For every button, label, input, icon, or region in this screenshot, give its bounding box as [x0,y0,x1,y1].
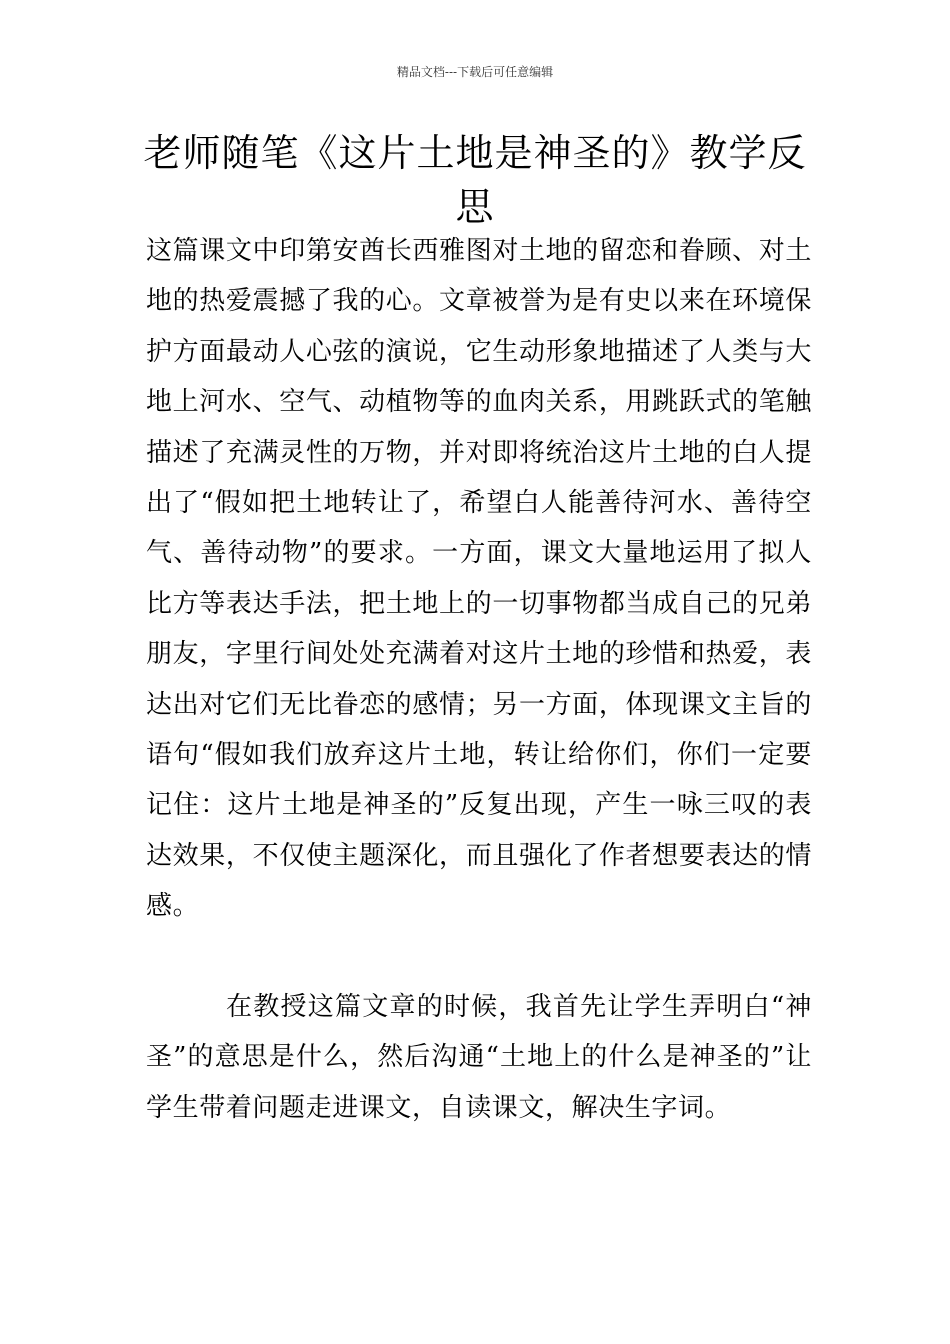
paragraph-spacer [146,932,812,982]
document-body [146,226,812,1133]
paragraph-1: 这篇课文中印第安酋长西雅图对土地的留恋和眷顾、对土地的热爱震撼了我的心。文章被誉为是有史以来在环境保护方面最动人心弦的演说，它生动形象地描述了人类与大地上河水、空气、动植物等的血肉关系，用跳跃式的笔触描述了充满灵性的万物，并对即将统治这片土地的白人提出了“假如把土地转让了，希望白人能善待河水、善待空气、善待动物”的要求。一方面，课文大量地运用了拟人比方等表达手法，把土地上的一切事物都当成自己的兄弟朋友，字里行间处处充满着对这片土地的珍惜和热爱，表达出对它们无比眷恋的感情；另一方面，体现课文主旨的语句“假如我们放弃这片土地，转让给你们，你们一定要记住：这片土地是神圣的”反复出现，产生一咏三叹的表达效果，不仅使主题深化，而且强化了作者想要表达的情感。 [146,236,812,922]
paragraph-2: 在教授这篇文章的时候，我首先让学生弄明白“神圣”的意思是什么，然后沟通“土地上的什么是神圣的”让学生带着问题走进课文，自读课文，解决生字词。 [146,991,812,1123]
document-title: 老师随笔《这片土地是神圣的》教学反思 [143,131,807,229]
page-header: 精品文档---下载后可任意编辑 [396,65,554,79]
